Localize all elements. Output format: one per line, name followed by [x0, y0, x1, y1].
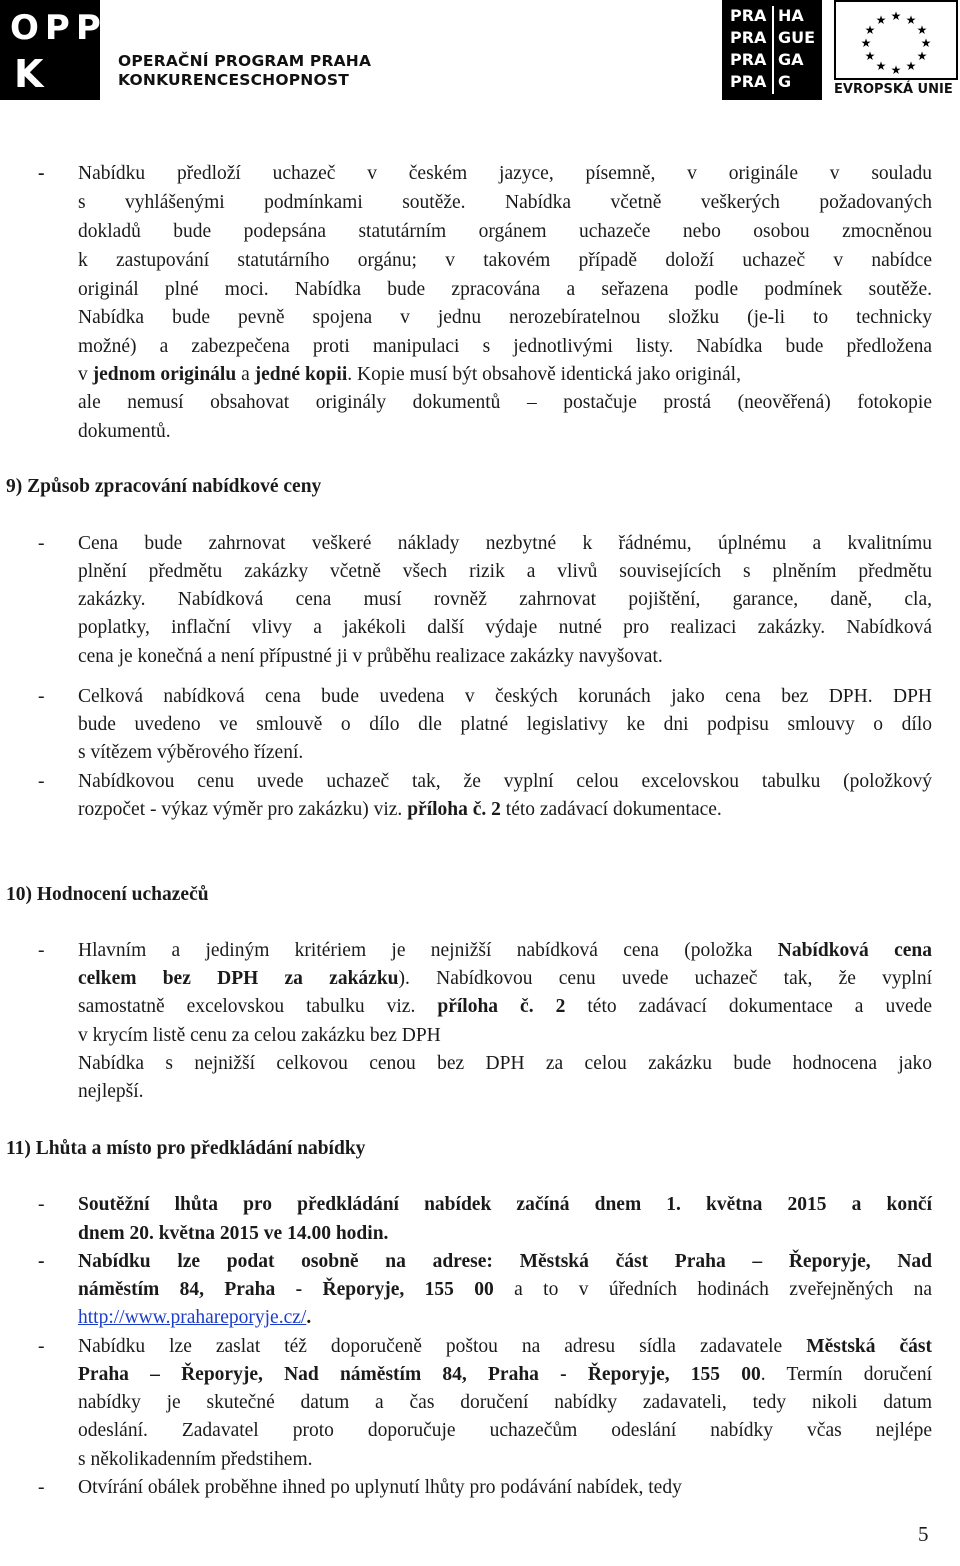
text-run: Nabídku lze zaslat též doporučeně poštou na adresu sídla zadavatele: [78, 1336, 807, 1357]
prague-logo-text: G: [778, 72, 792, 91]
bullet-dash: -: [38, 1251, 45, 1272]
eu-label: EVROPSKÁ UNIE: [834, 82, 953, 97]
bullet-dash: -: [38, 1477, 45, 1498]
text-run: rozpočet - výkaz výměr pro zakázku) viz.: [78, 799, 408, 820]
page-number: 5: [918, 1522, 929, 1546]
paragraph-line: nejlepší.: [78, 1081, 144, 1102]
paragraph-line: originál plné moci. Nabídka bude zpracována a seřazena podle podmínek soutěže.: [78, 279, 932, 300]
bold-text: celkem bez DPH za zakázku: [78, 968, 399, 989]
text-run: této zadávací dokumentace.: [500, 799, 722, 820]
bullet-dash: -: [38, 686, 45, 707]
bold-text: 2: [555, 996, 566, 1017]
opp-logo-row1: OPP: [10, 8, 107, 48]
paragraph-line: Soutěžní lhůta pro předkládání nabídek začíná dnem 1. května 2015 a končí: [78, 1194, 932, 1215]
text-run: samostatně excelovskou tabulku viz.: [78, 996, 438, 1017]
svg-text:★: ★: [875, 13, 887, 27]
bold-text: jedné kopii: [254, 364, 348, 385]
text-run: Hlavním a jediným kritériem je nejnižší nabídková cena (položka: [78, 940, 778, 961]
prague-logo-text: PRA: [730, 6, 767, 25]
svg-text:★: ★: [864, 49, 876, 63]
paragraph-line: [78, 965, 932, 993]
bullet-dash: -: [38, 940, 45, 961]
text-run: . Termín doručení: [760, 1364, 932, 1385]
prague-logo-divider: [772, 6, 774, 94]
svg-text:★: ★: [890, 9, 902, 23]
bold-text: Nabídková cena: [777, 940, 932, 961]
eu-logo: [834, 0, 960, 100]
section-heading: 10) Hodnocení uchazečů: [6, 884, 209, 905]
paragraph-line: dokumentů.: [78, 421, 171, 442]
paragraph-line: [78, 993, 932, 1021]
paragraph-line: bude uvedeno ve smlouvě o dílo dle platné legislativy ke dni podpisu smlouvy o dílo: [78, 714, 932, 735]
paragraph-line: odeslání. Zadavatel proto doporučuje uchazečům odeslání nabídky včas nejlépe: [78, 1420, 932, 1441]
paragraph-line: [78, 1304, 311, 1332]
svg-text:★: ★: [916, 49, 928, 63]
bullet-dash: -: [38, 1194, 45, 1215]
bold-text: náměstím 84, Praha - Řeporyje, 155 00: [78, 1279, 494, 1300]
bold-text: Městská část: [806, 1336, 932, 1357]
text-run: v: [78, 364, 93, 385]
paragraph-line: [78, 796, 722, 824]
paragraph-line: dnem 20. května 2015 ve 14.00 hodin.: [78, 1223, 389, 1244]
prague-logo-text: PRA: [730, 28, 767, 47]
paragraph-line: Otvírání obálek proběhne ihned po uplynutí lhůty pro podávání nabídek, tedy: [78, 1477, 682, 1498]
bullet-dash: -: [38, 533, 45, 554]
text-run: a to v úředních hodinách zveřejněných na: [493, 1279, 932, 1300]
bold-text: příloha č.: [437, 996, 534, 1017]
paragraph-line: Nabídkovou cenu uvede uchazeč tak, že vyplní celou excelovskou tabulku (položkový: [78, 771, 932, 792]
bold-text: 2: [491, 799, 501, 820]
paragraph-line: Nabídku lze podat osobně na adrese: Městská část Praha – Řeporyje, Nad: [78, 1251, 932, 1272]
paragraph-line: plnění předmětu zakázky včetně všech rizik a vlivů souvisejících s plněním předmětu: [78, 561, 932, 582]
paragraph-line: [78, 1276, 932, 1304]
paragraph-line: cena je konečná a není přípustné ji v průběhu realizace zakázky navyšovat.: [78, 646, 663, 667]
paragraph-line: [78, 1361, 932, 1389]
prague-logo-text: GA: [778, 50, 804, 69]
paragraph-line: Cena bude zahrnovat veškeré náklady nezbytné k řádnému, úplnému a kvalitnímu: [78, 533, 932, 554]
prague-logo-text: GUE: [778, 28, 816, 47]
paragraph-line: [78, 1333, 932, 1361]
svg-text:★: ★: [890, 63, 902, 77]
bullet-dash: -: [38, 771, 45, 792]
opp-logo: [0, 0, 107, 100]
paragraph-line: Celková nabídková cena bude uvedena v českých korunách jako cena bez DPH. DPH: [78, 686, 932, 707]
bold-text: jednom originálu: [92, 364, 237, 385]
section-heading: 9) Způsob zpracování nabídkové ceny: [6, 476, 322, 497]
paragraph-line: nabídky je skutečné datum a čas doručení nabídky zadavateli, tedy nikoli datum: [78, 1392, 932, 1413]
paragraph-line: v krycím listě cenu za celou zakázku bez DPH: [78, 1025, 441, 1046]
paragraph-line: s několikadenním předstihem.: [78, 1449, 313, 1470]
paragraph-line: Nabídku předloží uchazeč v českém jazyce, písemně, v originále v souladu: [78, 163, 932, 184]
bold-text: .: [306, 1307, 312, 1328]
prague-logo: [722, 0, 822, 100]
paragraph-line: zakázky. Nabídková cena musí rovněž zahrnovat pojištění, garance, daně, cla,: [78, 589, 932, 610]
prague-logo-text: PRA: [730, 72, 767, 91]
text-run: . Kopie musí být obsahově identická jako originál,: [347, 364, 741, 385]
bold-text: Praha – Řeporyje, Nad náměstím 84, Praha - Řeporyje, 155 00: [78, 1364, 761, 1385]
opp-logo-row2: K: [14, 52, 44, 96]
text-run: této zadávací dokumentace a uvede: [565, 996, 933, 1017]
paragraph-line: dokladů bude podepsána statutárním orgánem uchazeče nebo osobou zmocněnou: [78, 221, 932, 242]
paragraph-line: k zastupování statutárního orgánu; v takovém případě doloží uchazeč v nabídce: [78, 250, 932, 271]
paragraph-line: Nabídka bude pevně spojena v jednu nerozebíratelnou složku (je-li to technicky: [78, 307, 932, 328]
text-run: [534, 996, 556, 1017]
svg-text:★: ★: [864, 23, 876, 37]
svg-text:★: ★: [875, 59, 887, 73]
text-run: a: [236, 364, 255, 385]
page-header: [0, 0, 960, 100]
prague-logo-text: HA: [778, 6, 804, 25]
paragraph-line: s vítězem výběrového řízení.: [78, 742, 304, 763]
paragraph-line: s vyhlášenými podmínkami soutěže. Nabídka včetně veškerých požadovaných: [78, 192, 932, 213]
bold-text: příloha č.: [407, 799, 487, 820]
paragraph-line: poplatky, inflační vlivy a jakékoli další výdaje nutné pro realizaci zakázky. Nabídková: [78, 617, 932, 638]
prague-logo-text: PRA: [730, 50, 767, 69]
section-heading: 11) Lhůta a místo pro předkládání nabídky: [6, 1138, 366, 1159]
paragraph-line: možné) a zabezpečena proti manipulaci s jednotlivými listy. Nabídka bude předložena: [78, 336, 932, 357]
bullet-dash: -: [38, 1336, 45, 1357]
svg-text:★: ★: [916, 23, 928, 37]
paragraph-line: [78, 361, 741, 389]
paragraph-line: ale nemusí obsahovat originály dokumentů – postačuje prostá (neověřená) fotokopie: [78, 392, 932, 413]
website-link[interactable]: http://www.prahareporyje.cz/: [78, 1307, 307, 1328]
text-run: ). Nabídkovou cenu uvede uchazeč tak, že vyplní: [398, 968, 932, 989]
paragraph-line: [78, 937, 932, 965]
program-line2: KONKURENCESCHOPNOST: [118, 71, 349, 89]
svg-text:★: ★: [905, 59, 917, 73]
svg-text:★: ★: [905, 13, 917, 27]
paragraph-line: Nabídka s nejnižší celkovou cenou bez DPH za celou zakázku bude hodnocena jako: [78, 1053, 932, 1074]
svg-text:★: ★: [860, 36, 872, 50]
svg-text:★: ★: [920, 36, 932, 50]
bullet-dash: -: [38, 163, 45, 184]
program-line1: OPERAČNÍ PROGRAM PRAHA: [118, 52, 372, 70]
program-name: [118, 52, 371, 90]
eu-flag-icon: [834, 0, 958, 80]
